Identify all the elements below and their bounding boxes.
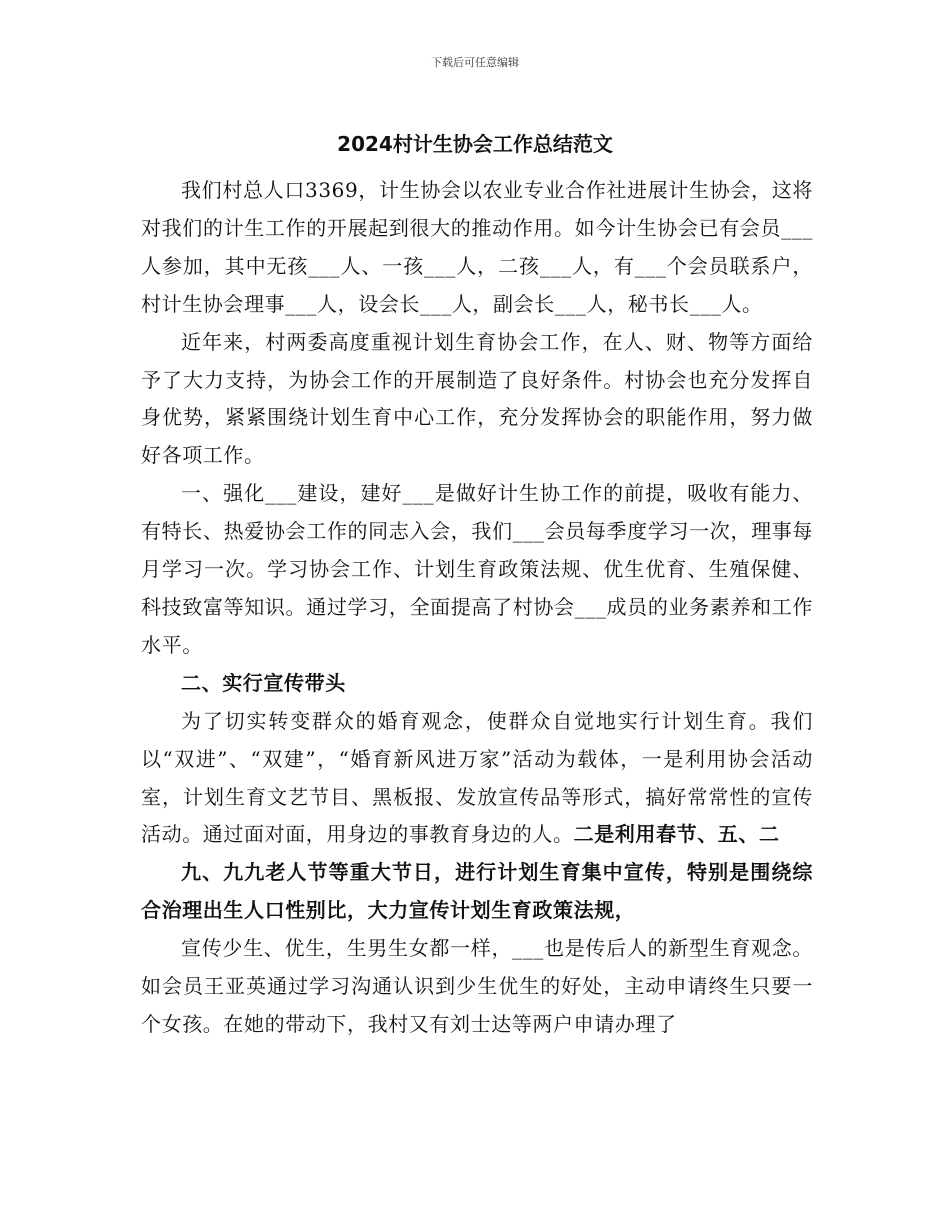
paragraph-population: 我们村总人口3369，计生协会以农业专业合作社进展计生协会，这将对我们的计生工作的开展起到很大的推动作用。如今计生协会已有会员___人参加，其中无孩___人、一孩___人，二孩___人，有___个会员联系户，村计生协会理事___人，设会长___人，副会长___人，秘书长___人。	[141, 178, 813, 316]
paragraph-publicity-bold: 二是利用春节、五、二	[573, 822, 780, 847]
paragraph-fertility-concept: 宣传少生、优生，生男生女都一样，___也是传后人的新型生育观念。如会员王亚英通过学习沟通认识到少生优生的好处，主动申请终生只要一个女孩。在她的带动下，我村又有刘士达等两户申请办理了	[141, 936, 813, 1036]
section-heading-two: 二、实行宣传带头	[181, 670, 346, 695]
paragraph-support: 近年来，村两委高度重视计划生育协会工作，在人、财、物等方面给予了大力支持，为协会工作的开展制造了良好条件。村协会也充分发挥自身优势，紧紧围绕计划生育中心工作，充分发挥协会的职能作用，努力做好各项工作。	[141, 329, 813, 468]
paragraph-publicity-text: 为了切实转变群众的婚育观念，使群众自觉地实行计划生育。我们以“双进”、“双建”，“婚育新风进万家”活动为载体，一是利用协会活动室，计划生育文艺节目、黑板报、发放宣传品等形式，搞好常常性的宣传活动。通过面对面，用身边的事教育身边的人。	[141, 708, 813, 847]
paragraph-festivals: 九、九九老人节等重大节日，进行计划生育集中宣传，特别是围绕综合治理出生人口性别比，大力宣传计划生育政策法规，	[141, 860, 813, 923]
document-body	[141, 172, 813, 1044]
document-title: 2024村计生协会工作总结范文	[337, 132, 613, 156]
paragraph-publicity	[141, 703, 813, 855]
paragraph-section-one: 一、强化___建设，建好___是做好计生协工作的前提，吸收有能力、有特长、热爱协会工作的同志入会，我们___会员每季度学习一次，理事每月学习一次。学习协会工作、计划生育政策法规、优生优育、生殖保健、科技致富等知识。通过学习，全面提高了村协会___成员的业务素养和工作水平。	[141, 481, 813, 657]
page-header-note: 下载后可任意编辑	[431, 56, 519, 69]
